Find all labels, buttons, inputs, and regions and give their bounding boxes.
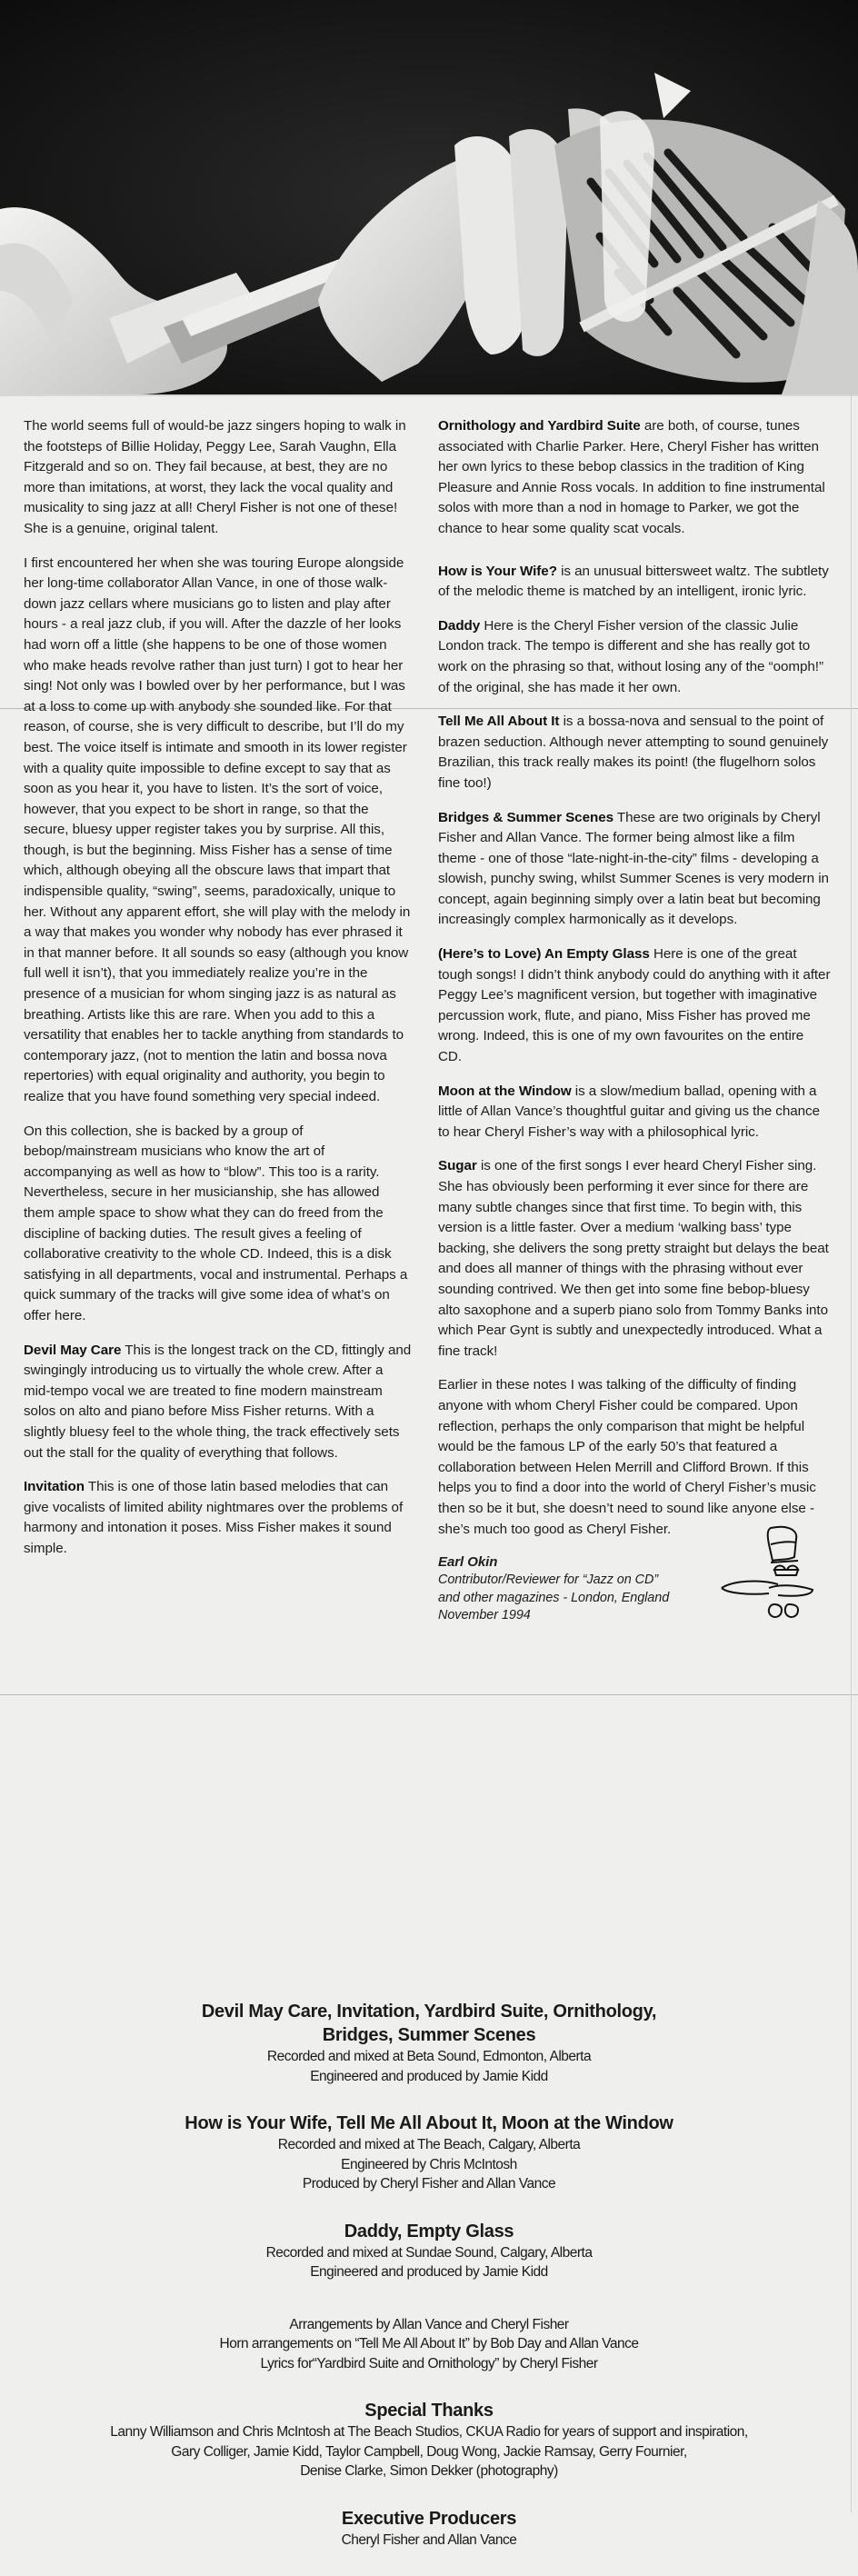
special-thanks-line: Lanny Williamson and Chris McIntosh at The Beach Studios, CKUA Radio for years of support and inspiration, xyxy=(110,2424,748,2440)
author-name: Earl Okin xyxy=(438,1554,498,1571)
track-title: How is Your Wife? xyxy=(438,563,557,579)
left-column xyxy=(24,416,413,1573)
session-credit-line: Recorded and mixed at Beta Sound, Edmonton, Alberta xyxy=(266,2049,592,2064)
track-note-daddy xyxy=(438,616,831,698)
arrangement-line: Lyrics for“Yardbird Suite and Ornithology” by Cheryl Fisher xyxy=(260,2355,598,2371)
session-credit-line: Engineered and produced by Jamie Kidd xyxy=(310,2068,548,2084)
arrangement-credits xyxy=(0,2315,858,2374)
special-thanks xyxy=(0,2399,858,2481)
session-credits-beta-sound xyxy=(0,2000,858,2086)
author-date: November 1994 xyxy=(438,1608,531,1623)
paper-fold-line xyxy=(0,1694,858,1695)
track-title: Ornithology and Yardbird Suite xyxy=(438,418,641,434)
track-title: Bridges & Summer Scenes xyxy=(438,809,614,825)
session-credits-sundae-sound xyxy=(0,2220,858,2282)
intro-paragraph xyxy=(24,416,413,540)
track-title: (Here’s to Love) An Empty Glass xyxy=(438,946,650,963)
session-tracks-heading-cont: Bridges, Summer Scenes xyxy=(322,2025,536,2045)
session-credit-line: Produced by Cheryl Fisher and Allan Vance xyxy=(302,2176,556,2192)
track-note-invitation xyxy=(24,1477,413,1559)
paragraph-text: I first encountered her when she was touring Europe alongside her long-time collaborator Allan Vance, in one of those walk-down jazz cellars where musicians go to listen and play after hours - a real jazz club, if you will. After the dazzle of her looks had worn off a little (she happens to be one of those women who make heads revolve rather than just turn) I got to hear her sing! Not only was I bowled over by her performance, but I was at a loss to come up with anybody she sounded like. For that reason, of course, she is very difficult to describe, but I’ll do my best. The voice itself is intimate and smooth in its lower register with a quality quite impossible to define except to say that as soon as you hear it, you have to listen. It’s the sort of voice, however, that you expect to be short in range, so that the secure, bluesy upper register takes you by surprise. All this, though, is but the beginning. Miss Fisher has a sense of time which, although obeying all the obscure laws that impart that indispensible quality, “swing”, seems, paradoxically, unique to her. Without any apparent effort, she will play with the melody in a way that makes you wonder why nobody has ever phrased it in that manner before. It all sounds so easy (although you know full well it isn’t), that you immediately realize you’re in the presence of a musician for whom singing jazz is as natural as breathing. Artists like this are rare. When you add to this a versatility that enables her to tackle anything from standards to contemporary jazz, (not to mention the latin and bossa nova repertories) with equal originality and authority, you begin to realize that you have found something very special indeed. xyxy=(24,554,411,1104)
paragraph-text: Earlier in these notes I was talking of the difficulty of finding anyone with whom Cheryl Fisher could be compared. Upon reflection, perhaps the only comparison that might be helpful would be the famous LP of the early 50’s that featured a collaboration between Helen Merrill and Clifford Brown. If this helps you to find a door into the world of Cheryl Fisher’s music then so be it but, she doesn’t need to sound like anyone else - she’s much too good as Cheryl Fisher. xyxy=(438,1377,816,1537)
closing-paragraph xyxy=(438,1375,831,1540)
special-thanks-line: Denise Clarke, Simon Dekker (photography) xyxy=(300,2463,558,2479)
track-description: Here is the Cheryl Fisher version of the classic Julie London track. The tempo is different and she has really got to work on the phrasing so that, without losing any of the “oomph!” of the original, she has made it her own. xyxy=(438,617,823,695)
track-note-ornithology-yardbird xyxy=(438,416,831,540)
session-tracks-heading: Devil May Care, Invitation, Yardbird Suite, Ornithology, xyxy=(201,2002,657,2022)
special-thanks-line: Gary Colliger, Jamie Kidd, Taylor Campbell, Doug Wong, Jackie Ramsay, Gerry Fournier, xyxy=(171,2443,687,2460)
track-description: is one of the first songs I ever heard Cheryl Fisher sing. She has obviously been performing it ever since for there are many subtle changes since that first time. To begin with, this version is a little faster. Over a medium ‘walking bass’ type backing, she delivers the song pretty straight but delays the beat and does all manner of things with the phrasing without ever sounding contrived. We then get into some fine bebop-bluesy alto saxophone and a superb piano solo from Tommy Banks into which Pear Gynt is subtly and unexpectedly introduced. What a fine track! xyxy=(438,1158,829,1359)
paragraph-text: The world seems full of would-be jazz singers hoping to walk in the footsteps of Billie Holiday, Peggy Lee, Sarah Vaughn, Ella Fitzgerald and so on. They fail because, at best, they are no more than imitations, at worst, they lack the vocal quality and musicality to sing jazz at all! Cheryl Fisher is not one of these! She is a genuine, original talent. xyxy=(24,418,406,536)
author-role-line1: Contributor/Reviewer for “Jazz on CD” xyxy=(438,1573,659,1588)
track-description: This is the longest track on the CD, fittingly and swingingly introducing us to virtually the whole crew. After a mid-tempo vocal we are treated to fine modern mainstream solos on alto and piano before Miss Fisher returns. With a slightly bluesy feel to the whole thing, the track effectively sets out the stall for the quality of everything that follows. xyxy=(24,1342,412,1461)
encounter-paragraph xyxy=(24,554,413,1108)
track-note-empty-glass xyxy=(438,944,831,1068)
session-credit-line: Engineered and produced by Jamie Kidd xyxy=(310,2264,548,2280)
track-note-how-is-your-wife xyxy=(438,562,831,603)
author-signature xyxy=(438,1553,831,1625)
track-title: Sugar xyxy=(438,1158,477,1174)
track-note-bridges-summer-scenes xyxy=(438,808,831,932)
session-credit-line: Recorded and mixed at Sundae Sound, Calgary, Alberta xyxy=(265,2244,593,2261)
track-title: Devil May Care xyxy=(24,1342,122,1358)
track-description: This is one of those latin based melodies that can give vocalists of limited ability nightmares over the problems of harmony and intonation it poses. Miss Fisher makes it sound simple. xyxy=(24,1479,404,1556)
track-description: These are two originals by Cheryl Fisher and Allan Vance. The former being almost like a film theme - one of those “late-night-in-the-city” films - developing a slowish, punchy swing, whilst Summer Scenes is very modern in concept, again beginning simply over a latin beat but becoming increasingly complex harmonically as it develops. xyxy=(438,809,829,928)
track-description: is an unusual bittersweet waltz. The subtlety of the melodic theme is matched by an intelligent, ironic lyric. xyxy=(438,563,829,600)
track-description: is a slow/medium ballad, opening with a little of Allan Vance’s thoughtful guitar and giving us the chance to hear Cheryl Fisher’s way with a philosophical lyric. xyxy=(438,1083,820,1140)
track-description: are both, of course, tunes associated with Charlie Parker. Here, Cheryl Fisher has written her own lyrics to these bebop classics in the tradition of King Pleasure and Annie Ross vocals. In addition to fine instrumental solos with more than a nod in homage to Parker, we got the chance to hear some quality scat vocals. xyxy=(438,418,825,536)
track-note-devil-may-care xyxy=(24,1341,413,1464)
track-description: is a bossa-nova and sensual to the point of brazen seduction. Although never attempting to sound genuinely Brazilian, this track really makes its point! (the flugelhorn solos fine too!) xyxy=(438,714,829,791)
microphone-photo xyxy=(0,0,858,396)
caricature-sketch-icon xyxy=(714,1521,823,1630)
right-column xyxy=(438,416,831,1625)
paragraph-text: On this collection, she is backed by a group of bebop/mainstream musicians who know the art of accompanying as well as how to “blow”. This too is a rarity. Nevertheless, secure in her musicianship, she has allowed them ample space to show what they can do freed from the discipline of backing duties. The result gives a feeling of collaborative creativity to the whole CD. Indeed, this is a disk satisfying in all departments, vocal and instrumental. Perhaps a quick summary of the tracks will give some idea of what’s on offer here. xyxy=(24,1123,408,1323)
track-title: Invitation xyxy=(24,1479,85,1495)
track-note-sugar xyxy=(438,1156,831,1362)
track-title: Daddy xyxy=(438,617,481,634)
track-note-moon-at-the-window xyxy=(438,1082,831,1143)
executive-producers-heading: Executive Producers xyxy=(341,2508,517,2529)
executive-producers-names: Cheryl Fisher and Allan Vance xyxy=(341,2531,517,2548)
arrangement-line: Horn arrangements on “Tell Me All About It” by Bob Day and Allan Vance xyxy=(219,2336,639,2351)
credits-section xyxy=(0,2000,858,2575)
collection-paragraph xyxy=(24,1122,413,1327)
track-description: Here is one of the great tough songs! I didn’t think anybody could do anything with it after Peggy Lee’s magnificent version, but together with imaginative percussion work, flute, and piano, Miss Fisher has proved me wrong. Indeed, this is one of my own favourites on the entire CD. xyxy=(438,946,831,1065)
track-title: Moon at the Window xyxy=(438,1083,572,1099)
liner-notes xyxy=(0,394,858,1994)
session-tracks-heading: How is Your Wife, Tell Me All About It, Moon at the Window xyxy=(185,2113,673,2133)
arrangement-line: Arrangements by Allan Vance and Cheryl Fisher xyxy=(289,2316,569,2332)
session-credit-line: Recorded and mixed at The Beach, Calgary, Alberta xyxy=(277,2137,581,2152)
microphone-photo-icon xyxy=(0,0,858,394)
session-credit-line: Engineered by Chris McIntosh xyxy=(341,2156,517,2172)
track-title: Tell Me All About It xyxy=(438,714,560,730)
session-credits-the-beach xyxy=(0,2112,858,2194)
session-tracks-heading: Daddy, Empty Glass xyxy=(344,2221,514,2242)
author-role-line2: and other magazines - London, England xyxy=(438,1590,670,1605)
special-thanks-heading: Special Thanks xyxy=(364,2401,494,2421)
track-note-tell-me-all-about-it xyxy=(438,712,831,794)
executive-producers xyxy=(0,2507,858,2551)
